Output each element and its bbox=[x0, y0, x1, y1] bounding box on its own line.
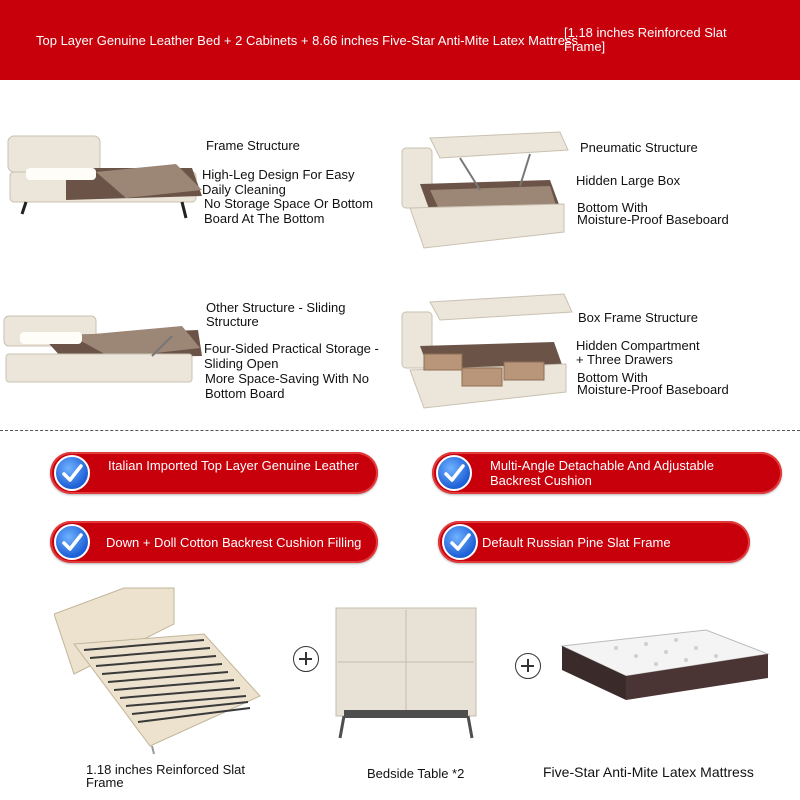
feature-text: Down + Doll Cotton Backrest Cushion Filling bbox=[106, 535, 362, 550]
sliding-bed-image bbox=[2, 296, 204, 400]
variant-desc-line: Daily Cleaning bbox=[202, 182, 286, 197]
variant-desc-line: No Storage Space Or Bottom bbox=[204, 196, 374, 211]
variant-desc-line: Sliding Open bbox=[204, 356, 279, 371]
variant-desc-line: Bottom With bbox=[577, 370, 648, 385]
bedside-table-image bbox=[334, 606, 478, 740]
feature-pill bbox=[438, 521, 750, 563]
pneumatic-bed-image bbox=[400, 128, 572, 252]
variant-desc-line: Board At The Bottom bbox=[204, 211, 325, 226]
header-banner bbox=[0, 0, 800, 80]
plus-icon bbox=[293, 646, 319, 672]
variant-desc-line: Four-Sided Practical Storage - bbox=[204, 341, 379, 356]
variant-name: Box Frame Structure bbox=[578, 310, 698, 325]
bundle-label: Bedside Table *2 bbox=[367, 766, 465, 781]
frame-bed-image bbox=[6, 128, 202, 228]
variant-desc-line: + Three Drawers bbox=[576, 352, 673, 367]
variant-desc-line: Bottom Board bbox=[205, 386, 285, 401]
variant-desc-line: Moisture-Proof Baseboard bbox=[577, 382, 729, 397]
variant-desc-line: Hidden Large Box bbox=[576, 173, 681, 188]
variant-desc-line: Hidden Compartment bbox=[576, 338, 700, 353]
check-icon bbox=[442, 524, 478, 560]
feature-pill bbox=[50, 452, 378, 494]
feature-text: Multi-Angle Detachable And Adjustable Backrest Cushion bbox=[490, 458, 715, 488]
feature-text: Default Russian Pine Slat Frame bbox=[482, 535, 671, 550]
check-icon bbox=[54, 524, 90, 560]
mattress-image bbox=[556, 626, 772, 706]
check-icon bbox=[54, 455, 90, 491]
feature-pill bbox=[432, 452, 782, 494]
variant-desc-line: High-Leg Design For Easy bbox=[202, 167, 355, 182]
variant-desc-line: Bottom With bbox=[577, 200, 648, 215]
banner-subtitle: [1.18 inches Reinforced Slat Frame] bbox=[564, 25, 727, 54]
slat-frame-image bbox=[54, 584, 264, 756]
variant-name: Frame Structure bbox=[206, 138, 300, 153]
banner-title: Top Layer Genuine Leather Bed + 2 Cabinets + 8.66 inches Five-Star Anti-Mite Latex Mattress bbox=[36, 33, 578, 48]
feature-pill bbox=[50, 521, 378, 563]
check-icon bbox=[436, 455, 472, 491]
plus-icon bbox=[515, 653, 541, 679]
variant-desc-line: Moisture-Proof Baseboard bbox=[577, 212, 729, 227]
box-frame-bed-image bbox=[400, 292, 574, 412]
variant-name: Other Structure - Sliding Structure bbox=[206, 300, 346, 329]
section-divider bbox=[0, 430, 800, 431]
bundle-label: Five-Star Anti-Mite Latex Mattress bbox=[543, 764, 754, 780]
bundle-label: 1.18 inches Reinforced Slat Frame bbox=[86, 762, 245, 790]
feature-text: Italian Imported Top Layer Genuine Leather bbox=[108, 458, 359, 473]
variant-desc-line: More Space-Saving With No bbox=[205, 371, 370, 386]
variant-name: Pneumatic Structure bbox=[580, 140, 698, 155]
